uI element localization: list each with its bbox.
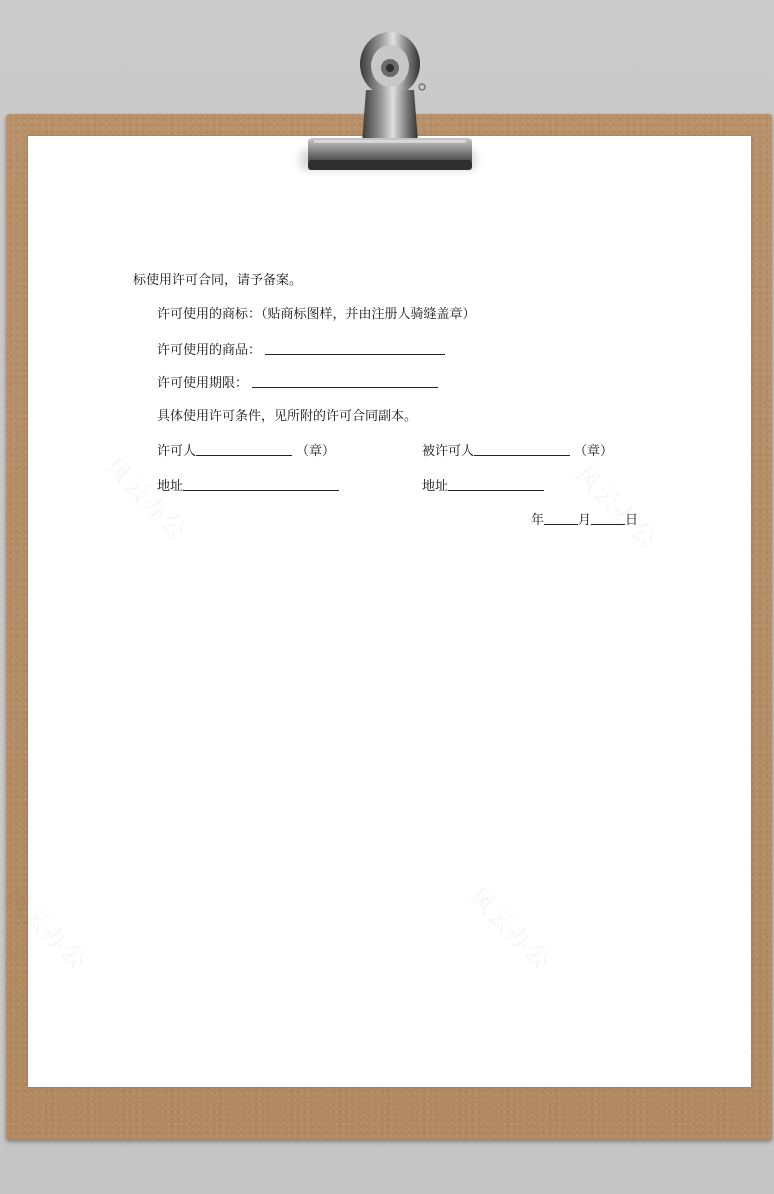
month-blank <box>544 512 578 525</box>
date-month: 月 <box>578 513 592 528</box>
licensee-blank <box>474 443 570 456</box>
licensor-seal: （章） <box>296 444 336 459</box>
licensee-address-blank <box>448 478 544 491</box>
licensor-address-line <box>157 478 339 495</box>
licensor-label: 许可人 <box>157 444 197 459</box>
period-blank <box>252 375 438 388</box>
conditions-text: 具体使用许可条件，见所附的许可合同副本。 <box>157 409 418 424</box>
licensor-blank <box>196 443 292 456</box>
binder-clip-icon <box>300 24 480 180</box>
address-label: 地址 <box>157 479 184 494</box>
licensee-label: 被许可人 <box>422 444 475 459</box>
date-line <box>531 512 638 529</box>
licensee-seal: （章） <box>574 444 614 459</box>
licensor-line <box>157 443 335 460</box>
licensee-line <box>422 443 613 460</box>
intro-line: 标使用许可合同，请予备案。 <box>133 273 303 288</box>
day-blank <box>591 512 625 525</box>
date-day: 日 <box>625 513 639 528</box>
period-label: 许可使用期限： <box>157 376 249 391</box>
address-label: 地址 <box>422 479 449 494</box>
goods-label: 许可使用的商品： <box>157 343 262 358</box>
trademark-label: 许可使用的商标：（贴商标图样，并由注册人骑缝盖章） <box>157 307 476 322</box>
licensor-address-blank <box>183 478 339 491</box>
goods-blank <box>265 342 445 355</box>
licensee-address-line <box>422 478 544 495</box>
goods-line <box>157 342 445 359</box>
date-year: 年 <box>531 513 545 528</box>
period-line <box>157 375 438 392</box>
